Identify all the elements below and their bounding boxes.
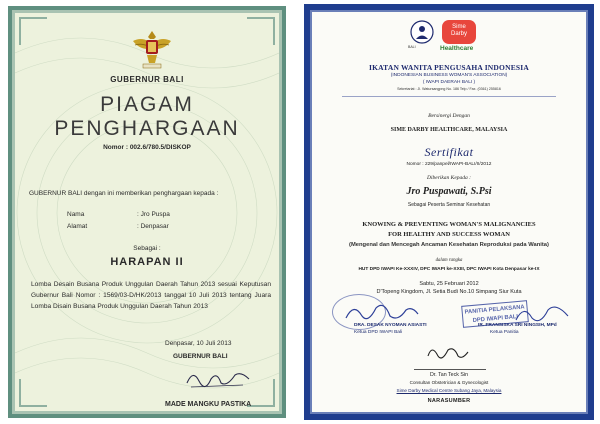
seminar-topic: KNOWING & PREVENTING WOMAN'S MALIGNANCIES [362, 221, 536, 228]
recipient-role: Sebagai Peserta Seminar Kesehatan [407, 202, 491, 208]
certificate-paper [12, 10, 282, 414]
speaker-hospital: Sime Darby Medical Centre Subang Jaya, Malaysia [396, 388, 502, 393]
certificate-paper [310, 10, 588, 414]
partner-company: SIME DARBY HEALTHCARE, MALAYSIA [390, 127, 508, 133]
issuer-label: GUBERNUR BALI [110, 75, 184, 84]
brand-subtitle: Healthcare [440, 45, 474, 52]
corner-ornament [19, 379, 47, 407]
certificate-number: Nomor : 002.6/780.5/DISKOP [103, 144, 191, 151]
brand-line: Sime [452, 24, 466, 30]
context-label: dalam rangka [435, 258, 463, 263]
signer-name-left: DRA. DESAK NYOMAN ASIASTI [354, 323, 427, 328]
garuda-emblem-icon [131, 27, 173, 71]
signer-name-right: IR. FRANSISKA SRI NINGSIH, MPd [478, 323, 557, 328]
award-title: HARAPAN II [110, 256, 184, 268]
event-venue: D'Topeng Kingdom, Jl. Setia Budi No.10 Simpang Siur Kuta [376, 289, 522, 295]
seminar-topic: FOR HEALTHY AND SUCCESS WOMAN [388, 231, 510, 238]
stamp-line: DPD IWAPI BALI [472, 314, 519, 324]
certificate-piagam [8, 6, 286, 418]
field-label-address: Alamat [67, 223, 88, 230]
certificate-subtitle: PENGHARGAAN [54, 117, 240, 140]
as-label: Sebagai : [133, 245, 161, 252]
signer-title-right: Ketua Panitia [490, 330, 519, 335]
speaker-role: NARASUMBER [427, 398, 471, 404]
partner-label: Bersinergi Dengan [428, 113, 470, 119]
award-description: Lomba Desain Busana Produk Unggulan Daerah Tahun 2013 sesuai Keputusan Gubernur Bali Nomor : 1569/03-D/HK/2013 tanggal 10 Juli 2013 tentang Juara Lomba Disain Busana Produk Unggulan Daerah Tahun 2013 [31, 281, 271, 310]
organization-name-english: (INDONESIAN BUSINESS WOMAN'S ASSOCIATION) [390, 73, 508, 78]
logo-caption: BALI [408, 45, 416, 49]
signer-title-left: Ketua DPD IWAPI Bali [354, 330, 403, 335]
signature-line [414, 369, 486, 370]
speaker-specialty: Consultan Obstetrician & Gynecologist [409, 380, 489, 385]
event-date: Sabtu, 25 Februari 2012 [419, 281, 479, 287]
signature-image [424, 342, 470, 364]
recipient-name: Jro Puspawati, S.Psi [406, 186, 492, 197]
divider [342, 96, 556, 97]
field-label-name: Nama [67, 211, 85, 218]
organization-branch: ( IWAPI DAERAH BALI ) [422, 80, 476, 85]
certificate-title: PIAGAM [100, 93, 194, 116]
seminar-topic-translation: (Mengenal dan Mencegah Ancaman Kesehatan Reproduksi pada Wanita) [349, 242, 549, 248]
place-date: Denpasar, 10 Juli 2013 [165, 340, 232, 347]
brand-line: Darby [450, 31, 467, 37]
field-value-name: : Jro Puspa [137, 211, 170, 218]
organization-address: Sekretariat : Jl. Watursangpng No. 186 Telp / Fax. (0361) 255816 [397, 87, 501, 91]
iwapi-logo-icon [410, 20, 434, 44]
signer-name: MADE MANGKU PASTIKA [165, 401, 252, 408]
intro-text: GUBERNUR BALI dengan ini memberikan penghargaan kepada : [29, 190, 219, 197]
corner-ornament [19, 17, 47, 45]
certificate-sertifikat [304, 4, 594, 420]
signature-image [183, 365, 253, 393]
organization-name: IKATAN WANITA PENGUSAHA INDONESIA [368, 63, 530, 72]
speaker-name: Dr. Tan Teck Sin [429, 372, 469, 378]
sime-darby-logo [442, 20, 476, 44]
given-to-label: Diberikan Kepada : [427, 175, 471, 181]
certificate-title: Sertifikat [424, 145, 474, 159]
signer-role: GUBERNUR BALI [173, 353, 228, 360]
corner-ornament [247, 17, 275, 45]
stamp-line: PANITIA PELAKSANA [464, 304, 525, 316]
field-value-address: : Denpasar [137, 223, 169, 230]
certificate-number: Nomor : 229/panpel/IWAPI-BALI/II/2012 [406, 162, 492, 167]
event-name: HUT DPD IWAPI Ke-XXXIV, DPC IWAPI ke-XXIII, DPC IWAPI Kota Denpasar ke-IX [358, 267, 540, 272]
